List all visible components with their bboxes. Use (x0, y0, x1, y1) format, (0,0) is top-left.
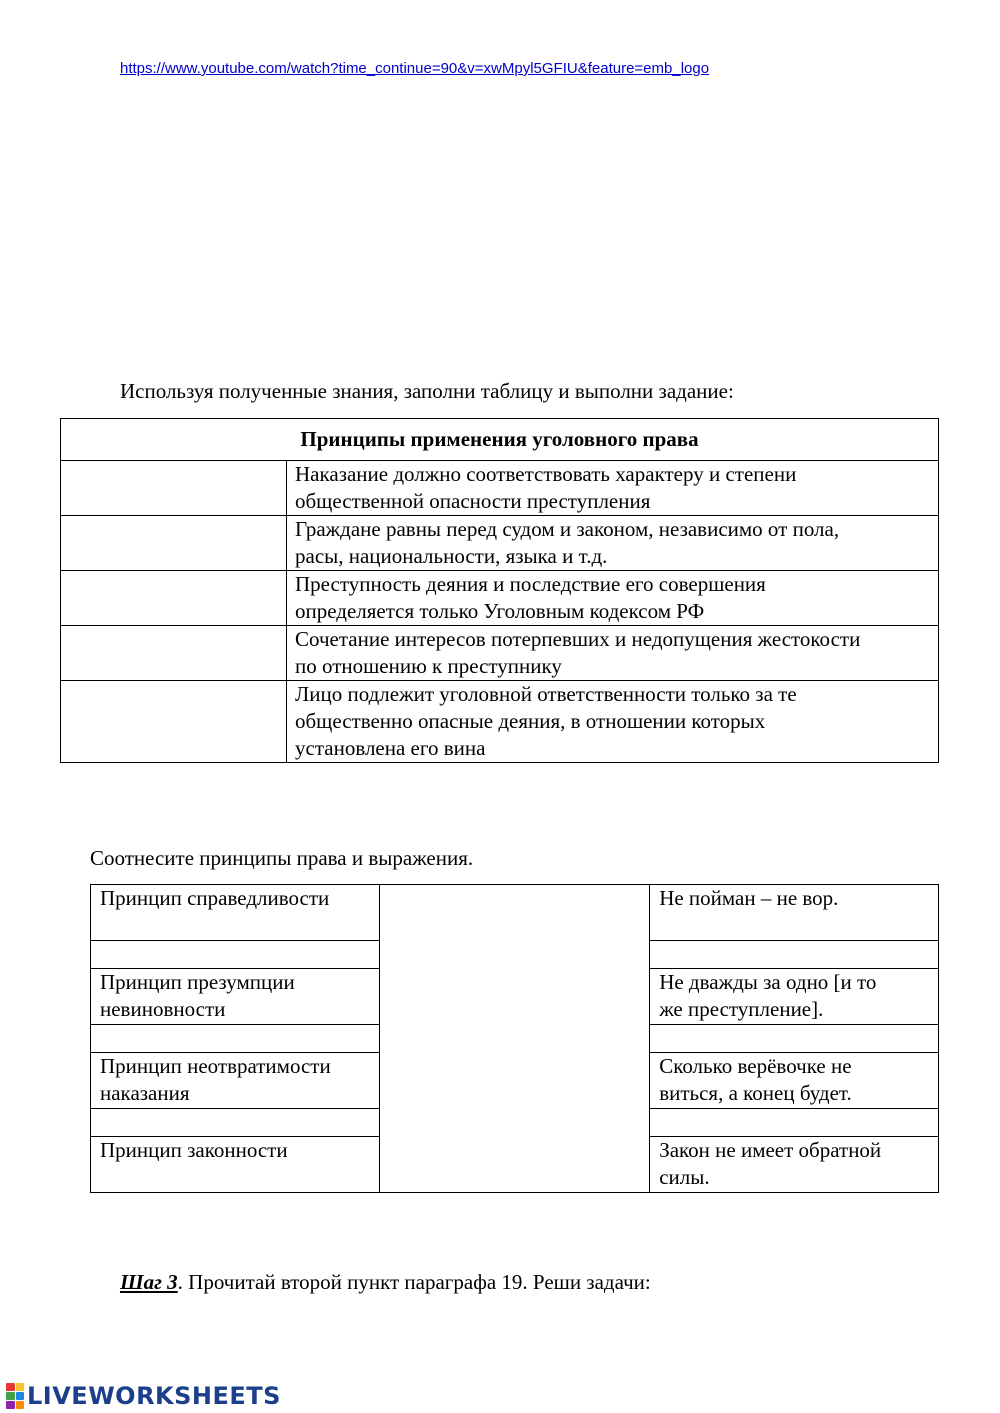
description-line: общественной опасности преступления (295, 489, 651, 513)
instruction-fill-table: Используя полученные знания, заполни таблицу и выполни задание: (120, 379, 734, 403)
principle-item-2[interactable] (91, 969, 380, 1025)
saying-item-4[interactable] (650, 1137, 939, 1193)
logo-block (16, 1383, 25, 1391)
answer-cell-2[interactable] (61, 516, 287, 571)
saying-line: Не пойман – не вор. (659, 886, 839, 910)
principle-line: Принцип неотвратимости (100, 1054, 331, 1078)
logo-block (6, 1392, 15, 1400)
logo-block (16, 1392, 25, 1400)
table-row (61, 516, 939, 571)
saying-line: виться, а конец будет. (659, 1081, 852, 1105)
answer-cell-5[interactable] (61, 681, 287, 763)
saying-line: Не дважды за одно [и то (659, 970, 877, 994)
saying-line: Закон не имеет обратной (659, 1138, 882, 1162)
instruction-match: Соотнесите принципы права и выражения. (90, 846, 474, 870)
description-line: по отношению к преступнику (295, 654, 562, 678)
principle-description-5 (287, 681, 939, 763)
principle-item-1[interactable] (91, 885, 380, 941)
saying-line: силы. (659, 1165, 710, 1189)
principle-description-1 (287, 461, 939, 516)
principle-description-4 (287, 626, 939, 681)
principle-line: Принцип справедливости (100, 886, 330, 910)
step-text: . Прочитай второй пункт параграфа 19. Реши задачи: (177, 1270, 651, 1294)
description-line: установлена его вина (295, 736, 486, 760)
description-line: Лицо подлежит уголовной ответственности только за те (295, 682, 797, 706)
saying-line: же преступление]. (659, 997, 824, 1021)
logo-blocks-icon (6, 1383, 24, 1409)
answer-cell-4[interactable] (61, 626, 287, 681)
logo-block (6, 1401, 15, 1409)
answer-cell-1[interactable] (61, 461, 287, 516)
spacer-cell (91, 1109, 380, 1137)
spacer-cell (91, 1025, 380, 1053)
principle-line: невиновности (100, 997, 226, 1021)
description-line: определяется только Уголовным кодексом РФ (295, 599, 705, 623)
principle-line: Принцип презумпции (100, 970, 295, 994)
logo-block (16, 1401, 25, 1409)
step-label: Шаг 3 (120, 1270, 178, 1294)
saying-item-1[interactable] (650, 885, 939, 941)
spacer-cell (650, 1025, 939, 1053)
matching-table (90, 884, 939, 1193)
principle-description-2 (287, 516, 939, 571)
description-line: расы, национальности, языка и т.д. (295, 544, 608, 568)
principle-line: наказания (100, 1081, 190, 1105)
principles-table-title: Принципы применения уголовного права (61, 419, 939, 461)
table-row (61, 461, 939, 516)
matching-area[interactable] (379, 885, 649, 1193)
principle-description-3 (287, 571, 939, 626)
logo-block (6, 1383, 15, 1391)
description-line: Граждане равны перед судом и законом, независимо от пола, (295, 517, 840, 541)
table-row (61, 626, 939, 681)
table-row (91, 885, 939, 941)
saying-item-3[interactable] (650, 1053, 939, 1109)
spacer-cell (650, 1109, 939, 1137)
table-row (61, 681, 939, 763)
description-line: общественно опасные деяния, в отношении которых (295, 709, 766, 733)
principles-table (60, 418, 939, 763)
answer-cell-3[interactable] (61, 571, 287, 626)
table-row (61, 571, 939, 626)
youtube-link[interactable]: https://www.youtube.com/watch?time_continue=90&v=xwMpyl5GFIU&feature=emb_logo (120, 60, 710, 77)
spacer-cell (650, 941, 939, 969)
description-line: Сочетание интересов потерпевших и недопущения жестокости (295, 627, 861, 651)
liveworksheets-logo (6, 1380, 281, 1412)
description-line: Преступность деяния и последствие его совершения (295, 572, 766, 596)
principle-item-3[interactable] (91, 1053, 380, 1109)
principle-item-4[interactable] (91, 1137, 380, 1193)
description-line: Наказание должно соответствовать характеру и степени (295, 462, 797, 486)
saying-line: Сколько верёвочке не (659, 1054, 852, 1078)
principle-line: Принцип законности (100, 1138, 288, 1162)
saying-item-2[interactable] (650, 969, 939, 1025)
spacer-cell (91, 941, 380, 969)
step-3-instruction (120, 1270, 651, 1295)
logo-text: LIVEWORKSHEETS (27, 1382, 281, 1410)
